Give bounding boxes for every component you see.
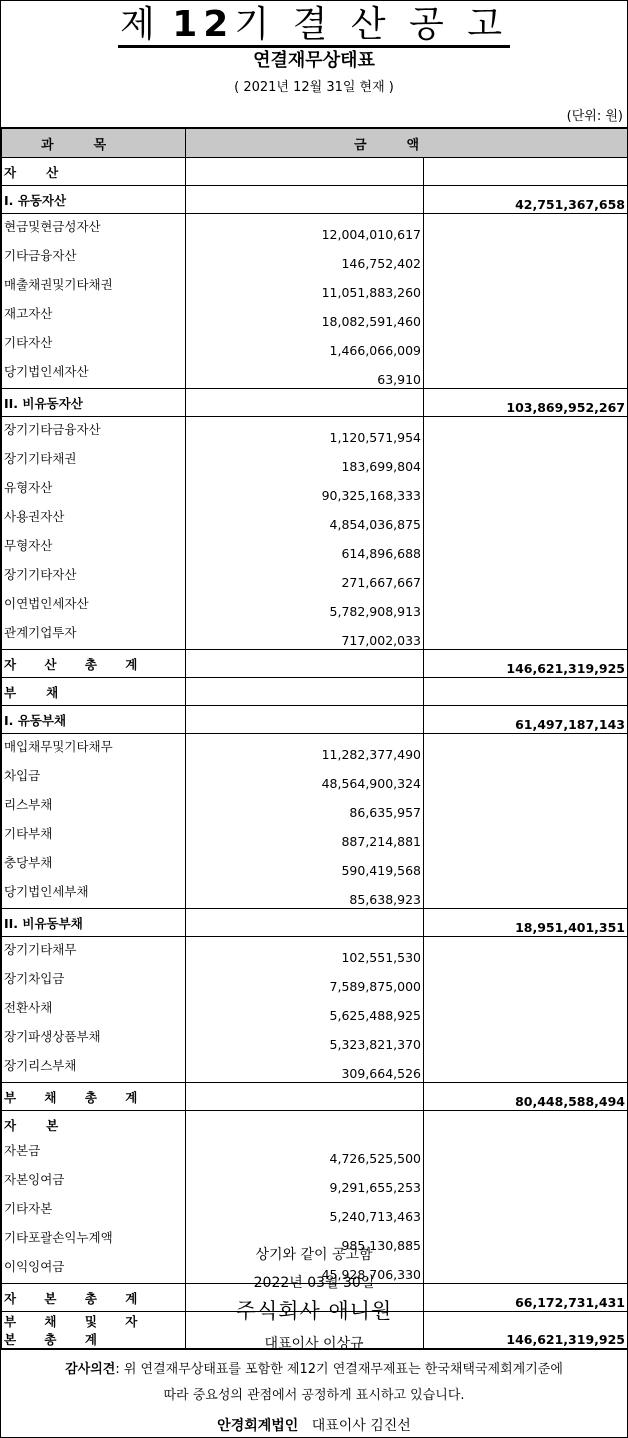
row-amount: 11,282,377,490 — [186, 734, 424, 764]
row-amount — [186, 706, 424, 734]
statement-date: ( 2021년 12월 31일 현재 ) — [234, 80, 394, 95]
balance-sheet-table — [1, 127, 628, 1350]
row-total: 66,172,731,431 — [424, 1284, 628, 1312]
table-row — [2, 330, 628, 359]
row-total — [424, 966, 628, 995]
row-total — [424, 214, 628, 244]
category-row — [2, 678, 628, 706]
row-total — [424, 1053, 628, 1083]
row-amount: 45,928,706,330 — [186, 1254, 424, 1284]
row-total — [424, 504, 628, 533]
row-amount: 63,910 — [186, 359, 424, 389]
audit-label: 감사의견 — [65, 1362, 116, 1377]
row-total: 61,497,187,143 — [424, 706, 628, 734]
row-total — [424, 446, 628, 475]
column-amount: 금액 — [186, 128, 628, 158]
unit-label: (단위: 원) — [566, 109, 623, 124]
table-row — [2, 937, 628, 967]
row-total — [424, 301, 628, 330]
row-label: 장기기타자산 — [2, 562, 186, 591]
row-total — [424, 620, 628, 650]
table-row — [2, 821, 628, 850]
table-row — [2, 504, 628, 533]
row-amount: 4,854,036,875 — [186, 504, 424, 533]
category-row — [2, 1111, 628, 1139]
row-amount: 18,082,591,460 — [186, 301, 424, 330]
statement-title: 연결재무상태표 — [253, 50, 375, 71]
table-row — [2, 966, 628, 995]
row-label: 충당부채 — [2, 850, 186, 879]
table-row — [2, 995, 628, 1024]
row-label: 부 채 및 자 본 총 계 — [2, 1312, 186, 1350]
row-total — [424, 821, 628, 850]
row-amount: 12,004,010,617 — [186, 214, 424, 244]
table-row — [2, 1024, 628, 1053]
row-total — [424, 417, 628, 447]
notice-date: 2022년 03월 30일 — [253, 1275, 375, 1291]
row-label: 기타포괄손익누계액 — [2, 1225, 186, 1254]
table-header-row — [2, 128, 628, 158]
table-row — [2, 214, 628, 244]
row-label: 부채 — [2, 678, 186, 706]
row-label: 당기법인세부채 — [2, 879, 186, 909]
table-row — [2, 1053, 628, 1083]
row-amount: 86,635,957 — [186, 792, 424, 821]
row-amount — [186, 158, 424, 186]
row-amount: 146,752,402 — [186, 243, 424, 272]
notice-text: 상기와 같이 공고함 — [255, 1247, 373, 1263]
row-label: I. 유동자산 — [2, 186, 186, 214]
table-row — [2, 446, 628, 475]
page-title — [1, 3, 627, 47]
row-label: II. 비유동자산 — [2, 389, 186, 417]
row-label: 자본잉여금 — [2, 1167, 186, 1196]
row-label: 기타자본 — [2, 1196, 186, 1225]
table-row — [2, 417, 628, 447]
auditor-firm: 안경회계법인 — [217, 1418, 299, 1434]
row-amount: 614,896,688 — [186, 533, 424, 562]
row-total — [424, 734, 628, 764]
category-row — [2, 158, 628, 186]
row-total — [424, 562, 628, 591]
row-amount: 1,120,571,954 — [186, 417, 424, 447]
row-label: 매출채권및기타채권 — [2, 272, 186, 301]
row-label: 리스부채 — [2, 792, 186, 821]
row-label: 유형자산 — [2, 475, 186, 504]
row-label: 기타부채 — [2, 821, 186, 850]
table-row — [2, 792, 628, 821]
row-total — [424, 591, 628, 620]
row-label: 기타금융자산 — [2, 243, 186, 272]
row-total — [424, 533, 628, 562]
table-row — [2, 475, 628, 504]
section-row — [2, 909, 628, 937]
row-total — [424, 763, 628, 792]
row-amount: 5,323,821,370 — [186, 1024, 424, 1053]
row-total — [424, 879, 628, 909]
table-row — [2, 850, 628, 879]
section-row — [2, 186, 628, 214]
row-label: 부 채 총 계 — [2, 1083, 186, 1111]
row-amount: 5,240,713,463 — [186, 1196, 424, 1225]
table-row — [2, 301, 628, 330]
row-label: 자본 — [2, 1111, 186, 1139]
total-row — [2, 1083, 628, 1111]
row-label: 이연법인세자산 — [2, 591, 186, 620]
table-row — [2, 591, 628, 620]
section-row — [2, 389, 628, 417]
row-label: 재고자산 — [2, 301, 186, 330]
row-total — [424, 272, 628, 301]
audit-opinion-line2: 따라 중요성의 관점에서 공정하게 표시하고 있습니다. — [163, 1388, 465, 1403]
row-amount — [186, 1083, 424, 1111]
table-row — [2, 359, 628, 389]
title-number: 12 — [172, 4, 235, 45]
row-label: 자본금 — [2, 1138, 186, 1167]
row-total: 18,951,401,351 — [424, 909, 628, 937]
row-amount: 90,325,168,333 — [186, 475, 424, 504]
table-row — [2, 763, 628, 792]
row-amount — [186, 909, 424, 937]
table-row — [2, 1167, 628, 1196]
row-amount: 271,667,667 — [186, 562, 424, 591]
table-row — [2, 620, 628, 650]
row-total — [424, 937, 628, 967]
row-label: 무형자산 — [2, 533, 186, 562]
table-row — [2, 243, 628, 272]
row-label: 장기기타채권 — [2, 446, 186, 475]
row-label: I. 유동부채 — [2, 706, 186, 734]
ceo-name: 대표이사 이상규 — [264, 1336, 364, 1352]
row-amount: 9,291,655,253 — [186, 1167, 424, 1196]
title-prefix: 제 — [120, 4, 155, 45]
row-label: 기타자산 — [2, 330, 186, 359]
row-label: 사용권자산 — [2, 504, 186, 533]
row-label: 장기기타채무 — [2, 937, 186, 967]
table-row — [2, 272, 628, 301]
row-amount: 11,051,883,260 — [186, 272, 424, 301]
row-total — [424, 330, 628, 359]
row-label: 이익잉여금 — [2, 1254, 186, 1284]
row-label: 관계기업투자 — [2, 620, 186, 650]
row-amount — [186, 389, 424, 417]
row-label: 장기차입금 — [2, 966, 186, 995]
row-amount — [186, 1111, 424, 1139]
row-total — [424, 995, 628, 1024]
row-total — [424, 1024, 628, 1053]
row-total: 146,621,319,925 — [424, 1312, 628, 1350]
row-amount: 590,419,568 — [186, 850, 424, 879]
auditor-line — [1, 1416, 627, 1436]
row-label: 차입금 — [2, 763, 186, 792]
row-amount — [186, 678, 424, 706]
row-total — [424, 1138, 628, 1167]
row-total — [424, 850, 628, 879]
table-row — [2, 1138, 628, 1167]
table-row — [2, 533, 628, 562]
row-total — [424, 792, 628, 821]
row-total: 80,448,588,494 — [424, 1083, 628, 1111]
row-amount: 5,625,488,925 — [186, 995, 424, 1024]
company-name: 주식회사 애니원 — [235, 1299, 393, 1323]
row-total — [424, 678, 628, 706]
row-total — [424, 359, 628, 389]
row-total — [424, 158, 628, 186]
row-amount: 4,726,525,500 — [186, 1138, 424, 1167]
audit-opinion-line1 — [1, 1360, 627, 1380]
row-amount: 309,664,526 — [186, 1053, 424, 1083]
audit-text-1: : 위 연결재무상태표를 포함한 제12기 연결재무제표는 한국채택국제회계기준에 — [115, 1362, 563, 1377]
row-amount: 85,638,923 — [186, 879, 424, 909]
row-total — [424, 1196, 628, 1225]
row-total — [424, 243, 628, 272]
row-label: 현금및현금성자산 — [2, 214, 186, 244]
row-amount: 48,564,900,324 — [186, 763, 424, 792]
row-label: 자 본 총 계 — [2, 1284, 186, 1312]
row-amount: 102,551,530 — [186, 937, 424, 967]
row-label: 자 산 총 계 — [2, 650, 186, 678]
total-row — [2, 650, 628, 678]
table-row — [2, 562, 628, 591]
row-amount — [186, 650, 424, 678]
row-label: 자산 — [2, 158, 186, 186]
row-amount: 887,214,881 — [186, 821, 424, 850]
row-amount: 5,782,908,913 — [186, 591, 424, 620]
row-total — [424, 1111, 628, 1139]
title-suffix: 기 결 산 공 고 — [234, 4, 508, 45]
row-amount — [186, 186, 424, 214]
row-amount: 183,699,804 — [186, 446, 424, 475]
row-amount: 1,466,066,009 — [186, 330, 424, 359]
row-total — [424, 475, 628, 504]
row-label: 장기기타금융자산 — [2, 417, 186, 447]
column-subject: 과목 — [2, 128, 186, 158]
row-label: II. 비유동부채 — [2, 909, 186, 937]
auditor-ceo: 대표이사 김진선 — [311, 1418, 411, 1434]
row-total: 146,621,319,925 — [424, 650, 628, 678]
table-row — [2, 1196, 628, 1225]
section-row — [2, 706, 628, 734]
row-amount: 985,130,885 — [186, 1225, 424, 1254]
row-label: 장기리스부채 — [2, 1053, 186, 1083]
row-label: 전환사채 — [2, 995, 186, 1024]
row-total: 42,751,367,658 — [424, 186, 628, 214]
row-amount: 717,002,033 — [186, 620, 424, 650]
row-label: 장기파생상품부채 — [2, 1024, 186, 1053]
table-row — [2, 879, 628, 909]
table-row — [2, 734, 628, 764]
table-body — [2, 158, 628, 1350]
row-amount: 7,589,875,000 — [186, 966, 424, 995]
row-label: 당기법인세자산 — [2, 359, 186, 389]
row-label: 매입채무및기타채무 — [2, 734, 186, 764]
row-total — [424, 1167, 628, 1196]
row-total: 103,869,952,267 — [424, 389, 628, 417]
